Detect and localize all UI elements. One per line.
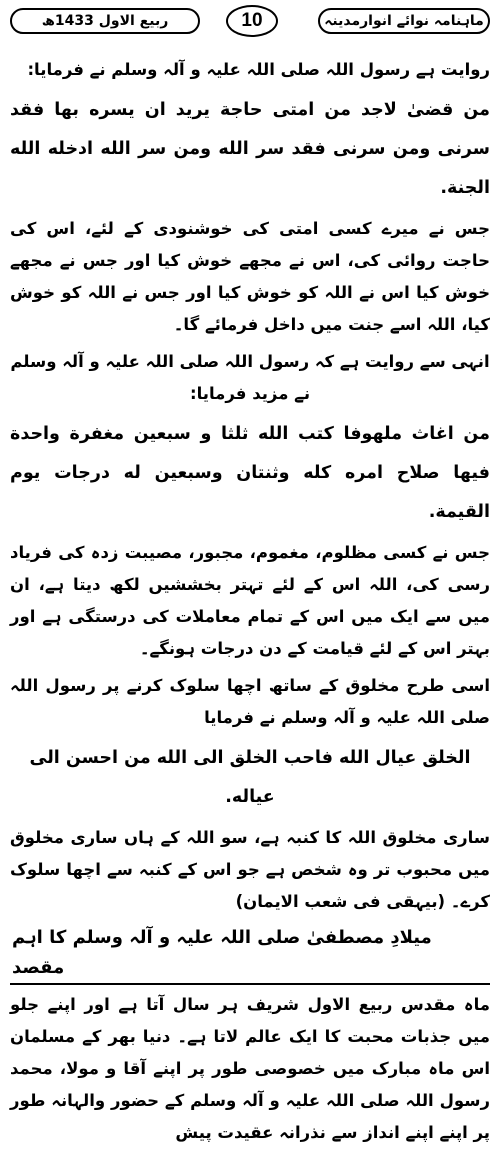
page-header (0, 0, 499, 44)
urdu-translation-1: جس نے میرے کسی امتی کی خوشنودی کے لئے، اس کی حاجت روائی کی، اس نے مجھے خوش کیا اور جس نے مجھے خوش کیا اس نے اللہ کو خوش کیا اور جس نے اللہ کو خوش کیا، اللہ اسے جنت میں داخل فرمائے گا۔ (10, 219, 490, 334)
arabic-hadith-3: الخلق عيال الله فاحب الخلق الى الله من احسن الى عياله. (29, 748, 471, 807)
issue-date-label: ربیع الاول 1433ھ (10, 8, 200, 34)
paragraph-narration-2: انہی سے روایت ہے کہ رسول اللہ صلی اللہ علیہ و آلہ وسلم نے مزید فرمایا: (10, 352, 490, 403)
urdu-translation-2: جس نے کسی مظلوم، مغموم، مجبور، مصیبت زدہ کی فریاد رسی کی، اللہ اس کے لئے تہتر بخششیں لکھ دیتا ہے، ان میں سے ایک میں اس کے تمام معاملات کی درستگی ہے اور بہتر اس کے لئے قیامت کے دن درجات ہونگے۔ (10, 543, 490, 658)
paragraph-intro: روایت ہے رسول اللہ صلی اللہ علیہ و آلہ وسلم نے فرمایا: (27, 60, 490, 79)
section-heading: میلادِ مصطفیٰ صلی اللہ علیہ و آلہ وسلم کا اہم مقصد (10, 923, 490, 985)
page-number: 10 (226, 5, 278, 37)
arabic-hadith-1: من قضىٰ لاجد من امتى حاجة يريد ان يسره بها فقد سرنى ومن سرنى فقد سر الله ومن سر الله ادخله الله الجنة. (10, 100, 490, 198)
urdu-translation-3: ساری مخلوق اللہ کا کنبہ ہے، سو اللہ کے ہاں ساری مخلوق میں محبوب تر وہ شخص ہے جو اس کے کنبہ سے اچھا سلوک کرے۔ (بیہقی فی شعب الایمان) (10, 828, 490, 911)
article-body (10, 54, 490, 1154)
paragraph-closing: ماہ مقدس ربیع الاول شریف ہر سال آتا ہے اور اپنے جلو میں جذبات محبت کا ایک عالم لاتا ہے۔ دنیا بھر کے مسلمان اس ماہ مبارک میں خصوصی طور پر اپنے آقا و مولا، محمد رسول اللہ صلی اللہ علیہ و آلہ وسلم کے حضور والہانہ طور پر اپنے اپنے انداز سے نذرانہ عقیدت پیش (10, 995, 490, 1142)
magazine-title: ماہنامہ نوائے انوارمدینہ (318, 8, 490, 34)
arabic-hadith-2: من اغاث ملهوفا كتب الله ثلثا و سبعين مغفرة واحدة فيها صلاح امره كله وثنتان وسبعين له درجات يوم القيمة. (10, 424, 490, 522)
section-heading-wrap (10, 923, 490, 985)
paragraph-narration-3: اسی طرح مخلوق کے ساتھ اچھا سلوک کرنے پر رسول اللہ صلی اللہ علیہ و آلہ وسلم نے فرمایا (10, 676, 490, 727)
